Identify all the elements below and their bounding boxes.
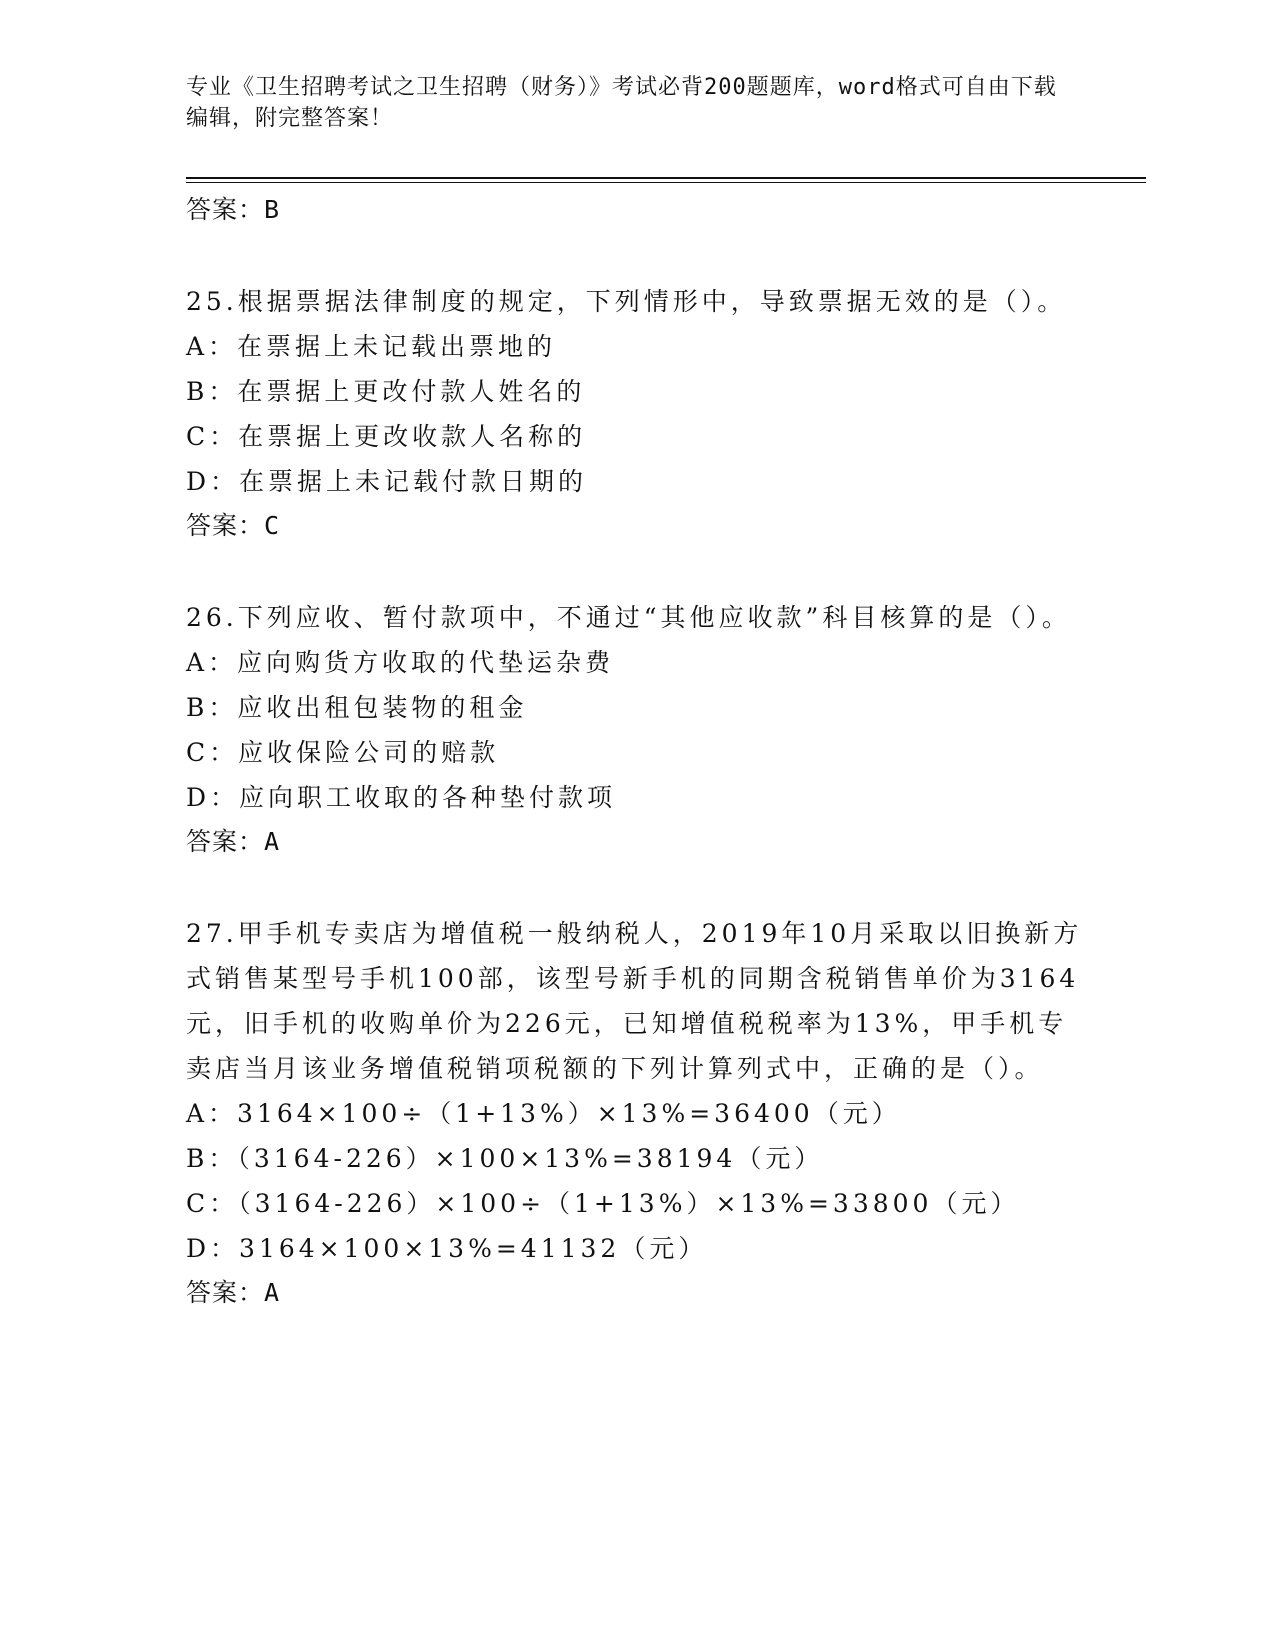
header-rule-thin: [186, 182, 1146, 183]
option-c: C：在票据上更改收款人名称的: [186, 422, 587, 451]
option-b: B：应收出租包装物的租金: [186, 693, 528, 722]
option-c: C：（3164-226）×100÷（1+13%）×13%=33800（元）: [186, 1189, 1020, 1218]
answer-line: 答案：A: [186, 1278, 281, 1307]
question-stem: 27.甲手机专卖店为增值税一般纳税人，2019年10月采取以旧换新方式销售某型号手机100部，该型号新手机的同期含税销售单价为3164元，旧手机的收购单价为226元，已知增值税税率为13%，甲手机专卖店当月该业务增值税销项税额的下列计算列式中，正确的是（）。: [186, 919, 1083, 1083]
answer-line: 答案：C: [186, 511, 281, 540]
option-a: A：在票据上未记载出票地的: [186, 332, 557, 361]
option-d: D：在票据上未记载付款日期的: [186, 467, 588, 496]
question-stem: 26.下列应收、暂付款项中，不通过“其他应收款”科目核算的是（）。: [186, 603, 1071, 632]
option-d: D：3164×100×13%=41132（元）: [186, 1234, 708, 1263]
question-stem: 25.根据票据法律制度的规定，下列情形中，导致票据无效的是（）。: [186, 287, 1067, 316]
option-b: B：在票据上更改付款人姓名的: [186, 377, 586, 406]
option-a: A：应向购货方收取的代垫运杂费: [186, 648, 615, 677]
answer-line: 答案：A: [186, 827, 281, 856]
previous-answer: 答案：B: [186, 195, 281, 224]
question-27: [186, 911, 1086, 1315]
option-d: D：应向职工收取的各种垫付款项: [186, 783, 617, 812]
question-25: [186, 279, 1086, 548]
question-list: [186, 188, 1086, 1315]
question-26: [186, 595, 1086, 864]
option-b: B：（3164-226）×100×13%=38194（元）: [186, 1144, 824, 1173]
option-c: C：应收保险公司的赔款: [186, 738, 500, 767]
option-a: A：3164×100÷（1+13%）×13%=36400（元）: [186, 1099, 901, 1128]
header-rule-thick: [186, 177, 1146, 179]
document-header: 专业《卫生招聘考试之卫生招聘（财务）》考试必背200题题库，word格式可自由下载编辑，附完整答案！: [186, 75, 1057, 131]
